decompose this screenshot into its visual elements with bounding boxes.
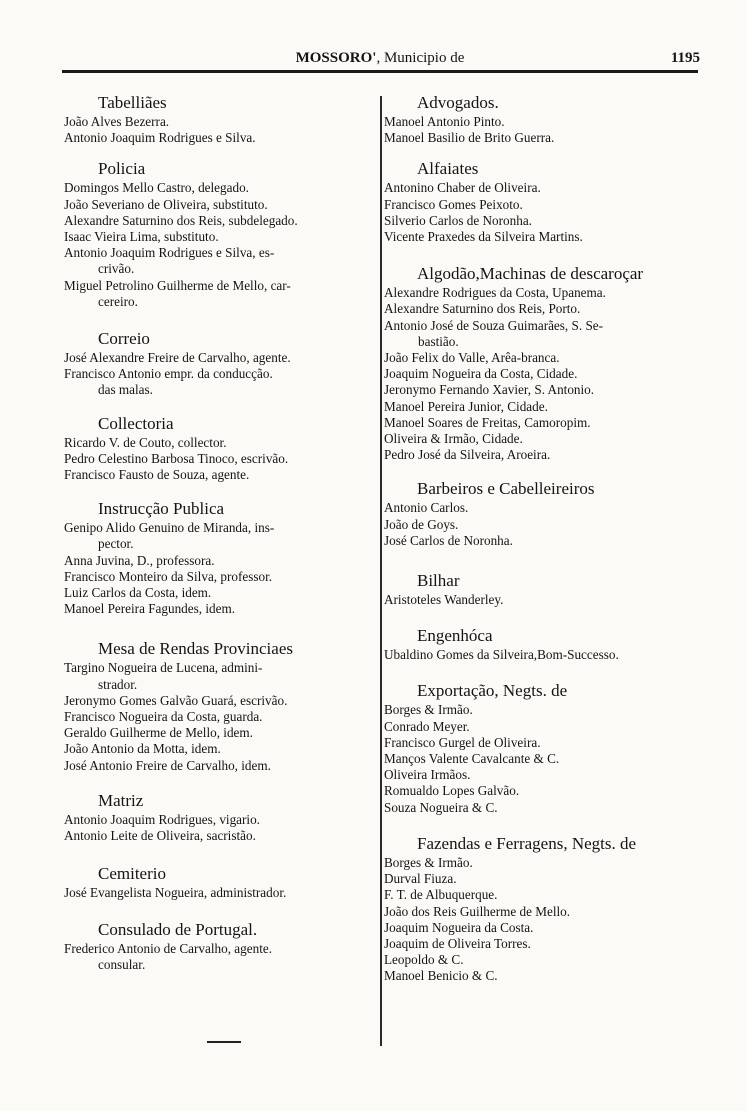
directory-entry: Francisco Fausto de Souza, agente.: [64, 467, 250, 483]
section-heading: Alfaiates: [417, 159, 479, 179]
directory-entry: João Felix do Valle, Arêa-branca.: [384, 350, 560, 366]
running-title-rest: , Municipio de: [376, 50, 465, 66]
directory-entry: Francisco Gomes Peixoto.: [384, 196, 523, 212]
section-heading: Policia: [98, 159, 146, 179]
directory-entry: pector.: [98, 536, 134, 552]
directory-entry: Francisco Gurgel de Oliveira.: [384, 734, 541, 750]
directory-section: [64, 159, 376, 310]
directory-entry: Manoel Soares de Freitas, Camoropim.: [384, 414, 591, 430]
directory-section: [384, 626, 702, 663]
directory-entry: Genipo Alido Genuino de Miranda, ins-: [64, 520, 275, 536]
section-heading: Fazendas e Ferragens, Negts. de: [417, 833, 637, 853]
directory-entry: Romualdo Lopes Galvão.: [384, 783, 520, 799]
left-column: [64, 80, 376, 983]
directory-entry: Durval Fiuza.: [384, 871, 457, 887]
directory-section: [64, 920, 376, 973]
directory-entry: Miguel Petrolino Guilherme de Mello, car-: [64, 277, 291, 293]
directory-entry: João Antonio da Motta, idem.: [64, 741, 221, 757]
section-heading: Matriz: [98, 790, 144, 810]
directory-entry: Joaquim de Oliveira Torres.: [384, 935, 531, 951]
directory-entry: Conrado Meyer.: [384, 718, 470, 734]
directory-entry: Manoel Benicio & C.: [384, 968, 498, 984]
header-rule: [62, 70, 698, 73]
directory-section: [384, 479, 702, 549]
directory-section: [64, 639, 376, 773]
directory-entry: Geraldo Guilherme de Mello, idem.: [64, 725, 253, 741]
directory-entry: Alexandre Saturnino dos Reis, Porto.: [384, 301, 581, 317]
directory-entry: Joaquim Nogueira da Costa, Cidade.: [384, 366, 578, 382]
directory-section: [384, 571, 702, 608]
directory-entry: Vicente Praxedes da Silveira Martins.: [384, 229, 583, 245]
directory-entry: Ubaldino Gomes da Silveira,Bom-Successo.: [384, 647, 619, 663]
directory-entry: João de Goys.: [384, 516, 459, 532]
directory-section: [64, 864, 376, 901]
directory-entry: Francisco Monteiro da Silva, professor.: [64, 568, 273, 584]
directory-entry: Luiz Carlos da Costa, idem.: [64, 585, 212, 601]
running-title-bold: MOSSORO': [295, 50, 377, 66]
section-heading: Advogados.: [417, 93, 499, 112]
directory-entry: Souza Nogueira & C.: [384, 799, 498, 815]
page-header: [60, 48, 700, 70]
directory-section: [384, 159, 702, 245]
directory-entry: Leopoldo & C.: [384, 952, 464, 968]
directory-entry: Silverio Carlos de Noronha.: [384, 212, 532, 228]
end-rule: [207, 1041, 241, 1043]
directory-entry: consular.: [98, 956, 146, 972]
right-column: [384, 80, 702, 1001]
directory-section: [384, 834, 702, 985]
directory-entry: Antonino Chaber de Oliveira.: [384, 180, 541, 196]
directory-entry: Manoel Pereira Junior, Cidade.: [384, 398, 548, 414]
directory-entry: das malas.: [98, 382, 153, 398]
directory-entry: strador.: [98, 676, 138, 692]
directory-entry: Manços Valente Cavalcante & C.: [384, 751, 560, 767]
directory-entry: bastião.: [418, 333, 459, 349]
directory-entry: F. T. de Albuquerque.: [384, 887, 498, 903]
directory-entry: Alexandre Rodrigues da Costa, Upanema.: [384, 285, 606, 301]
directory-entry: Borges & Irmão.: [384, 854, 473, 870]
directory-entry: Antonio Joaquim Rodrigues e Silva, es-: [64, 245, 275, 261]
directory-entry: Pedro José da Silveira, Aroeira.: [384, 447, 551, 463]
directory-section: [384, 264, 702, 463]
directory-section: [384, 93, 702, 146]
directory-entry: Antonio José de Souza Guimarães, S. Se-: [384, 317, 604, 333]
directory-entry: Isaac Vieira Lima, substituto.: [64, 229, 219, 245]
directory-entry: cereiro.: [98, 293, 138, 309]
directory-entry: Antonio Joaquim Rodrigues, vigario.: [64, 811, 260, 827]
page-number: 1195: [670, 50, 700, 66]
section-heading: Bilhar: [417, 571, 460, 591]
directory-entry: João dos Reis Guilherme de Mello.: [384, 903, 571, 919]
directory-entry: José Alexandre Freire de Carvalho, agente.: [64, 350, 291, 366]
directory-entry: Ricardo V. de Couto, collector.: [64, 434, 227, 450]
directory-entry: Oliveira Irmãos.: [384, 767, 471, 783]
section-heading: Barbeiros e Cabelleireiros: [417, 479, 595, 499]
directory-entry: Antonio Carlos.: [384, 500, 469, 516]
directory-entry: Francisco Nogueira da Costa, guarda.: [64, 709, 263, 725]
directory-entry: Aristoteles Wanderley.: [384, 592, 504, 608]
directory-entry: Antonio Joaquim Rodrigues e Silva.: [64, 130, 256, 146]
directory-entry: Oliveira & Irmão, Cidade.: [384, 431, 523, 447]
section-heading: Engenhóca: [417, 626, 493, 646]
directory-entry: Jeronymo Gomes Galvão Guará, escrivão.: [64, 692, 288, 708]
directory-section: [384, 681, 702, 815]
directory-entry: João Severiano de Oliveira, substituto.: [64, 196, 268, 212]
directory-section: [64, 93, 376, 146]
directory-entry: Domingos Mello Castro, delegado.: [64, 180, 249, 196]
directory-entry: Francisco Antonio empr. da conducção.: [64, 366, 273, 382]
directory-section: [64, 329, 376, 399]
directory-section: [64, 414, 376, 484]
directory-entry: Alexandre Saturnino dos Reis, subdelegado.: [64, 212, 298, 228]
directory-entry: Manoel Antonio Pinto.: [384, 114, 505, 129]
directory-entry: Borges & Irmão.: [384, 702, 473, 718]
directory-entry: João Alves Bezerra.: [64, 114, 170, 129]
directory-entry: Manoel Pereira Fagundes, idem.: [64, 601, 236, 617]
directory-entry: José Antonio Freire de Carvalho, idem.: [64, 757, 271, 773]
running-title: [60, 50, 700, 67]
directory-entry: Joaquim Nogueira da Costa.: [384, 919, 534, 935]
section-heading: Exportação, Negts. de: [417, 681, 568, 701]
directory-entry: Antonio Leite de Oliveira, sacristão.: [64, 828, 256, 844]
directory-section: [64, 499, 376, 617]
section-heading: Correio: [98, 329, 150, 349]
directory-entry: Anna Juvina, D., professora.: [64, 552, 215, 568]
section-heading: Mesa de Rendas Provinciaes: [98, 639, 293, 659]
directory-entry: Manoel Basilio de Brito Guerra.: [384, 130, 555, 146]
section-heading: Consulado de Portugal.: [98, 919, 258, 939]
section-heading: Cemiterio: [98, 864, 166, 884]
directory-entry: crivão.: [98, 261, 135, 277]
directory-entry: José Evangelista Nogueira, administrador.: [64, 885, 287, 901]
column-divider: [380, 96, 382, 1046]
section-heading: Algodão,Machinas de descaroçar: [417, 264, 644, 284]
section-heading: Instrucção Publica: [98, 499, 225, 519]
directory-entry: Targino Nogueira de Lucena, admini-: [64, 660, 263, 676]
directory-entry: Jeronymo Fernando Xavier, S. Antonio.: [384, 382, 595, 398]
section-heading: Collectoria: [98, 413, 174, 433]
directory-section: [64, 791, 376, 844]
section-heading: Tabelliães: [98, 93, 167, 112]
directory-entry: Pedro Celestino Barbosa Tinoco, escrivão.: [64, 450, 289, 466]
directory-entry: José Carlos de Noronha.: [384, 532, 513, 548]
directory-entry: Frederico Antonio de Carvalho, agente.: [64, 940, 273, 956]
